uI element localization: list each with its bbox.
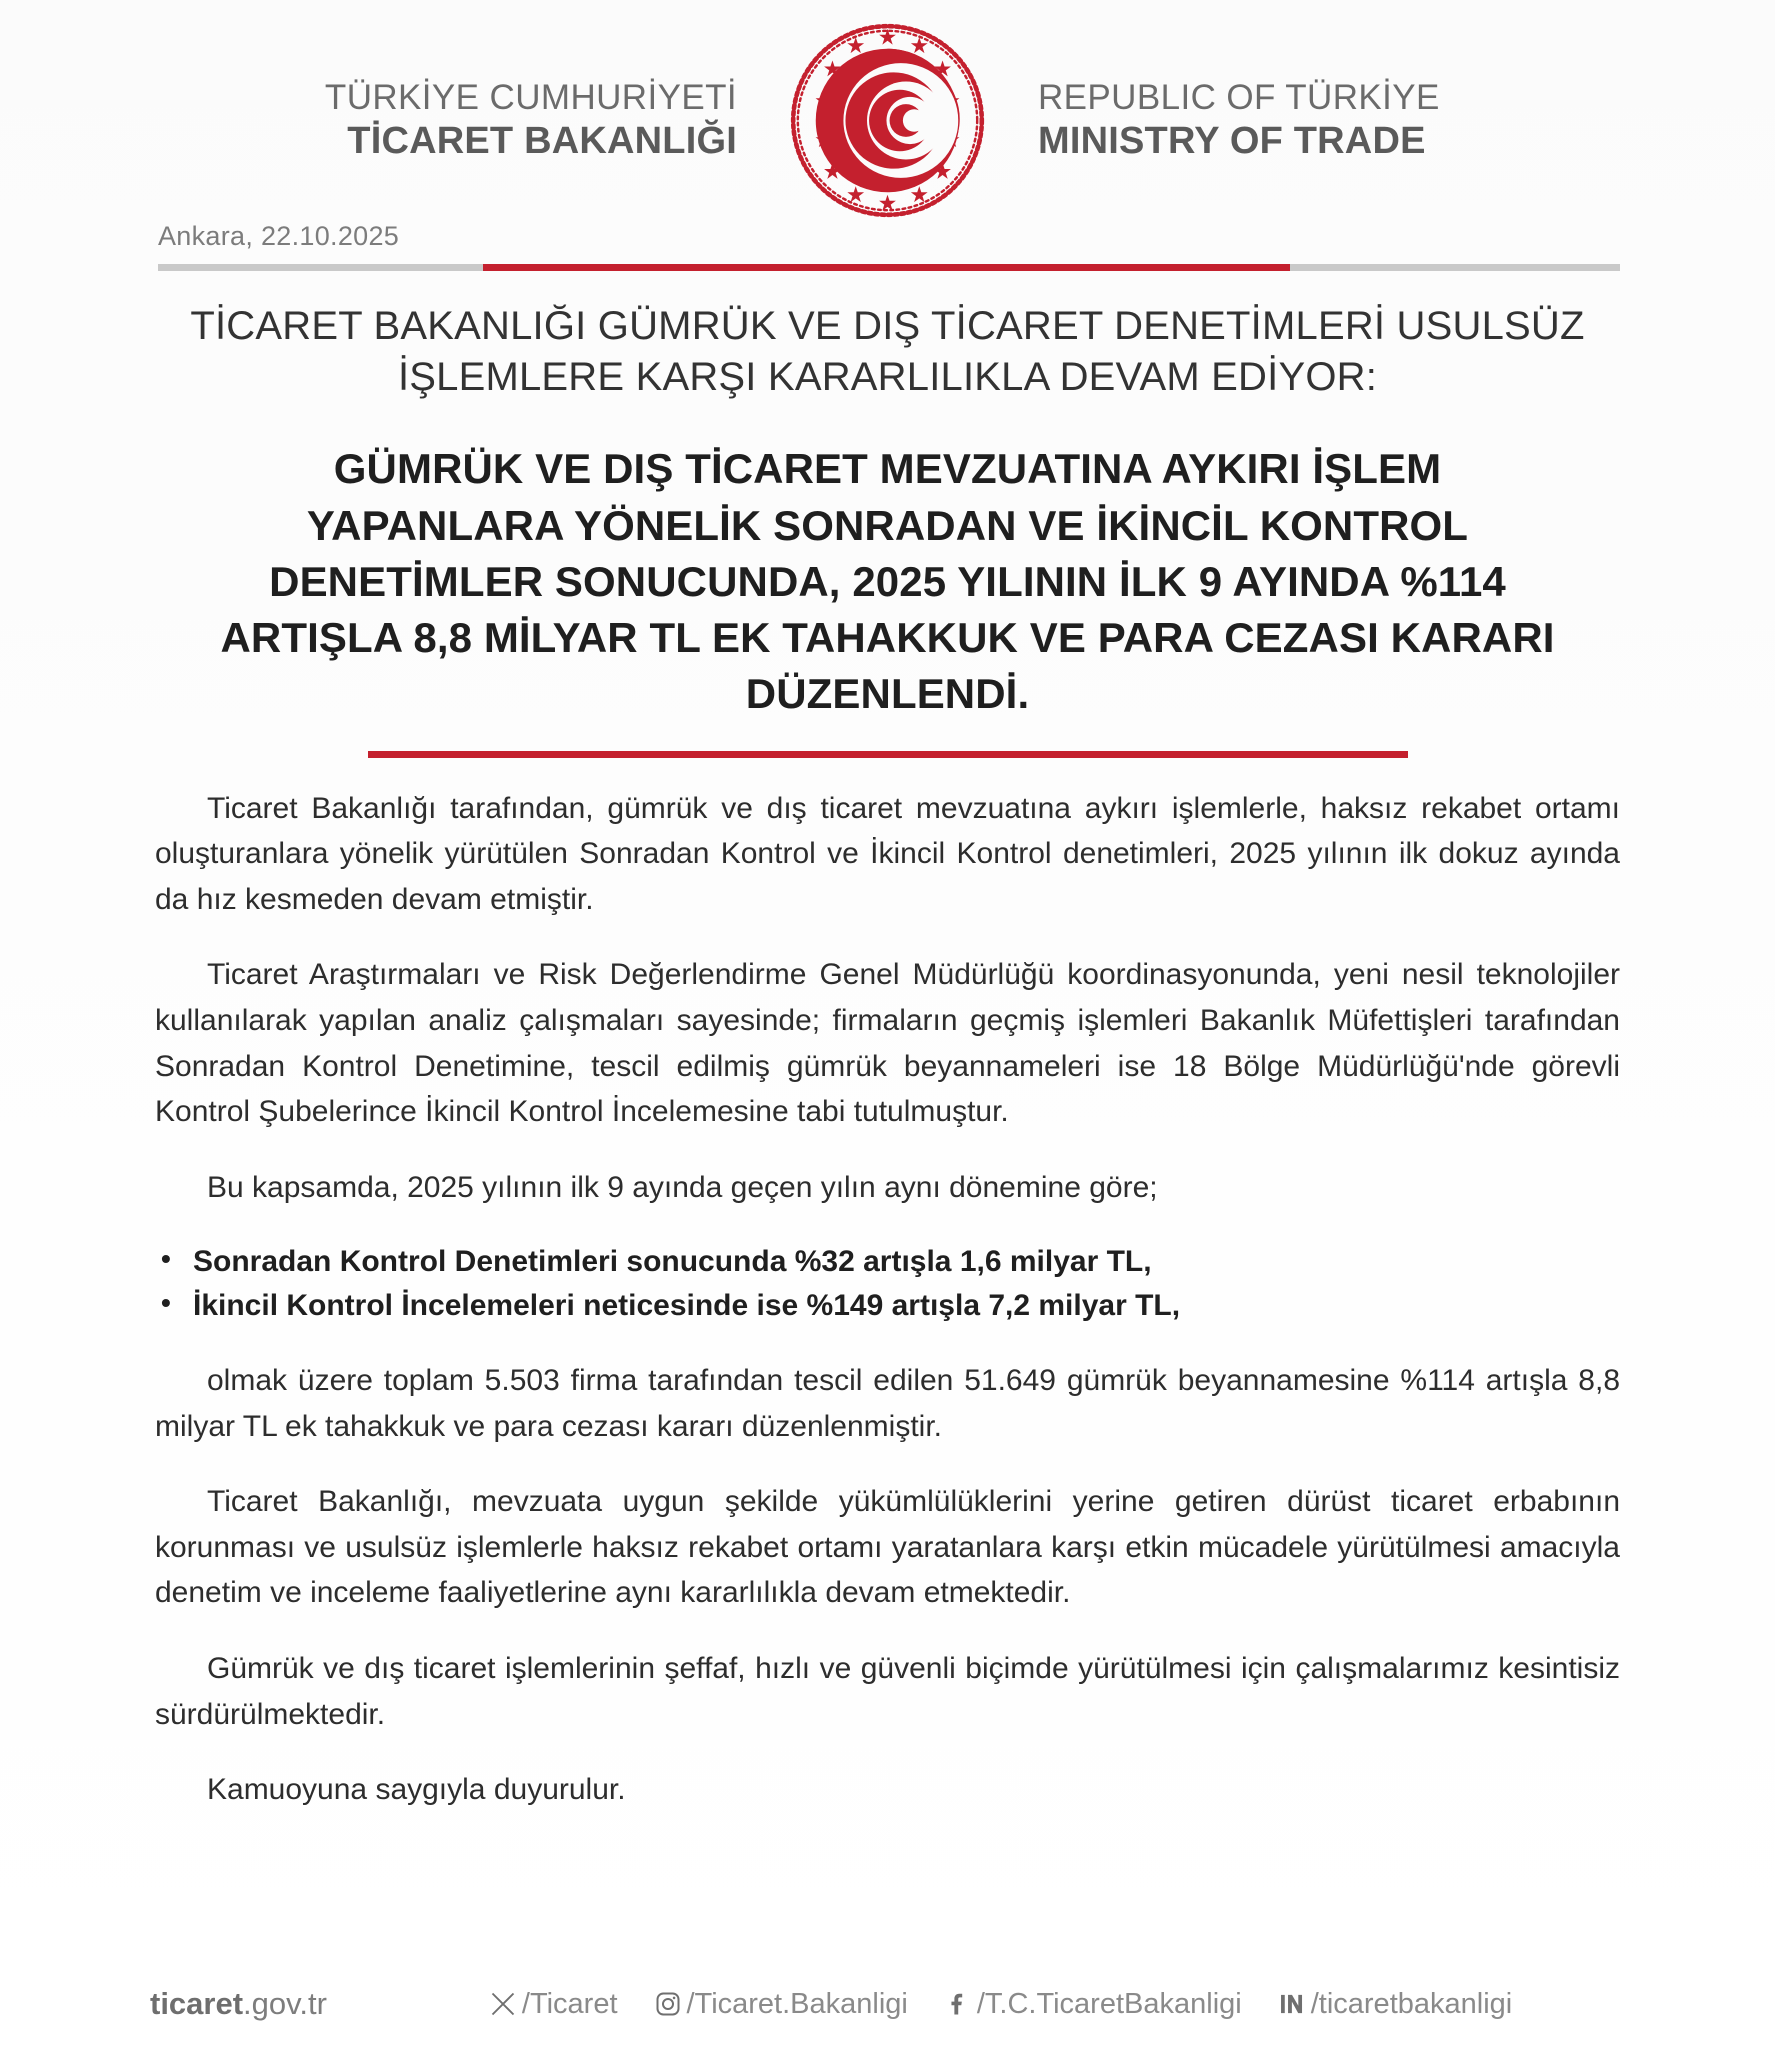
social-links (487, 1988, 1512, 2021)
title-divider-red (368, 751, 1408, 758)
paragraph-5: Ticaret Bakanlığı, mevzuata uygun şekilde yükümlülüklerini yerine getiren dürüst ticaret erbabının korunması ve usulsüz işlemlerle haksız rekabet ortamı yaratanlara karşı etkin mücadele yürütülmesi amacıyla denetim ve inceleme faaliyetlerine aynı kararlılıkla devam etmektedir. (155, 1485, 1620, 1610)
dateline-block (0, 221, 1775, 271)
social-link-x[interactable] (487, 1988, 618, 2021)
social-link-nsosyal[interactable] (1276, 1988, 1513, 2021)
paragraph-6: Gümrük ve dış ticaret işlemlerinin şeffaf, hızlı ve güvenli biçimde yürütülmesi için çalışmalarımız kesintisiz sürdürülmektedir. (155, 1652, 1620, 1731)
facebook-icon (942, 1988, 974, 2020)
paragraph-2: Ticaret Araştırmaları ve Risk Değerlendirme Genel Müdürlüğü koordinasyonunda, yeni nesil teknolojiler kullanılarak yapılan analiz çalışmaları sayesinde; firmaların geçmiş işlemleri Bakanlık Müfettişleri tarafından Sonradan Kontrol Denetimine, tescil edilmiş gümrük beyannameleri ise 18 Bölge Müdürlüğü'nde görevli Kontrol Şubelerince İkincil Kontrol İncelemesine tabi tutulmuştur. (155, 958, 1620, 1129)
announcement-body (155, 786, 1620, 1813)
ministry-name-english (990, 78, 1598, 163)
website-link[interactable] (150, 1986, 327, 2022)
page-title: GÜMRÜK VE DIŞ TİCARET MEVZUATINA AYKIRI İŞLEM YAPANLARA YÖNELİK SONRADAN VE İKİNCİL KONTROL DENETİMLER SONUCUNDA, 2025 YILININ İLK 9 AYINDA %114 ARTIŞLA 8,8 MİLYAR TL EK TAHAKKUK VE PARA CEZASI KARARI DÜZENLENDİ. (220, 445, 1555, 718)
dateline-text: Ankara, 22.10.2025 (158, 221, 400, 251)
header-divider (158, 264, 1620, 271)
figures-bullet-list (155, 1240, 1620, 1328)
social-handle-nsosyal: /ticaretbakanligi (1310, 1987, 1513, 2020)
list-item: • Sonradan Kontrol Denetimleri sonucunda %32 artışla 1,6 milyar TL, (155, 1240, 1620, 1284)
list-item: • İkincil Kontrol İncelemeleri neticesinde ise %149 artışla 7,2 milyar TL, (155, 1284, 1620, 1328)
x-twitter-icon (487, 1988, 519, 2020)
paragraph-7-closing: Kamuoyuna saygıyla duyurulur. (207, 1773, 626, 1807)
website-link-bold: ticaret (150, 1986, 244, 2021)
ministry-name-turkish (177, 78, 785, 163)
social-handle-x: /Ticaret (521, 1987, 618, 2020)
paragraph-3: Bu kapsamda, 2025 yılının ilk 9 ayında geçen yılın aynı dönemine göre; (207, 1170, 1158, 1204)
ministry-label-tr: TİCARET BAKANLIĞI (347, 120, 737, 163)
nsosyal-icon (1276, 1988, 1308, 2020)
divider-segment-gray-right (1290, 264, 1620, 271)
divider-segment-gray-left (158, 264, 483, 271)
page-header (0, 0, 1775, 215)
header-brand-block (177, 18, 1598, 223)
republic-label-en: REPUBLIC OF TÜRKİYE (1038, 78, 1440, 118)
page-subtitle: TİCARET BAKANLIĞI GÜMRÜK VE DIŞ TİCARET DENETİMLERİ USULSÜZ İŞLEMLERE KARŞI KARARLILIKLA DEVAM EDİYOR: (190, 304, 1585, 400)
paragraph-4: olmak üzere toplam 5.503 firma tarafından tescil edilen 51.649 gümrük beyannamesine %114 artışla 8,8 milyar TL ek tahakkuk ve para cezası kararı düzenlenmiştir. (155, 1364, 1620, 1443)
instagram-icon (652, 1988, 684, 2020)
republic-label-tr: TÜRKİYE CUMHURİYETİ (324, 78, 737, 118)
turkish-ministry-of-trade-emblem (785, 18, 990, 223)
divider-segment-red (483, 264, 1290, 271)
paragraph-1: Ticaret Bakanlığı tarafından, gümrük ve dış ticaret mevzuatına aykırı işlemlerle, haksız rekabet ortamı oluşturanlara yönelik yürütülen Sonradan Kontrol ve İkincil Kontrol denetimleri, 2025 yılının ilk dokuz ayında da hız kesmeden devam etmiştir. (155, 791, 1620, 916)
website-link-rest: .gov.tr (243, 1986, 327, 2021)
social-handle-facebook: /T.C.TicaretBakanligi (976, 1987, 1242, 2020)
ministry-label-en: MINISTRY OF TRADE (1038, 120, 1426, 163)
social-handle-instagram: /Ticaret.Bakanligi (686, 1987, 908, 2020)
page-footer (0, 1986, 1775, 2022)
social-link-facebook[interactable] (942, 1988, 1242, 2021)
social-link-instagram[interactable] (652, 1988, 908, 2021)
